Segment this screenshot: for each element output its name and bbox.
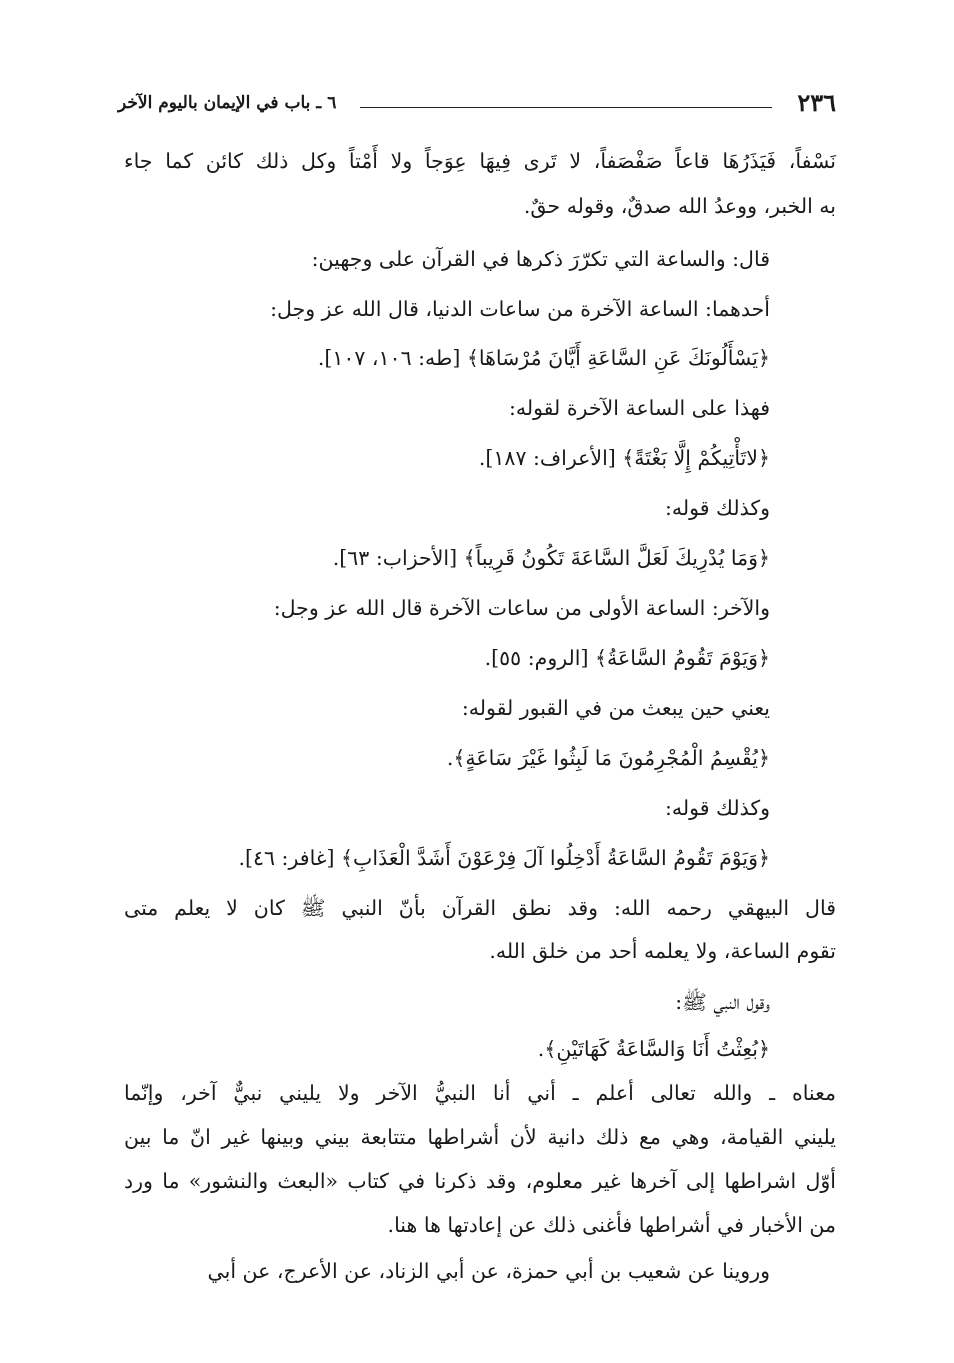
text-line: والآخر: الساعة الأولى من ساعات الآخرة قال الله عز وجل: bbox=[273, 596, 770, 620]
text-line: يليني القيامة، وهي مع ذلك دانية لأن أشراطها متتابعة بيني وبينها غير انّ ما بين bbox=[124, 1125, 836, 1149]
text-line: قال: والساعة التي تكرّرَ ذكرها في القرآن على وجهين: bbox=[311, 247, 770, 271]
text-line: من الأخبار في أشراطها فأغنى ذلك عن إعادتها ها هنا. bbox=[387, 1213, 836, 1237]
quran-verse: ﴿يُقْسِمُ الْمُجْرِمُونَ مَا لَبِثُوا غَيْرَ سَاعَةٍ﴾. bbox=[446, 746, 770, 770]
header-rule bbox=[360, 107, 772, 108]
text-line: نَسْفاً، فَيَذَرُهَا قاعاً صَفْصَفاً، لا تَرى فِيهَا عِوَجاً ولا أَمْتاً وكل ذلك كائن كما جاء bbox=[124, 149, 836, 173]
quran-verse: ﴿وَيَوْمَ تَقُومُ السَّاعَةُ﴾ [الروم: ٥٥]. bbox=[484, 646, 770, 670]
text-line: تقوم الساعة، ولا يعلمه أحد من خلق الله. bbox=[489, 939, 836, 963]
text-line: به الخبر، ووعدُ الله صدقٌ، وقوله حقٌ. bbox=[523, 194, 836, 218]
text-line: وروينا عن شعيب بن أبي حمزة، عن أبي الزناد، عن الأعرج، عن أبي bbox=[207, 1259, 770, 1283]
text-line: وقول النبي ﷺ: bbox=[675, 990, 770, 1014]
text-line: معناه ـ والله تعالى أعلم ـ أني أنا النبيُّ الآخر ولا يليني نبيٌّ آخر، وإنّما bbox=[124, 1081, 836, 1105]
quran-verse: ﴿يَسْأَلُونَكَ عَنِ السَّاعَةِ أَيَّانَ مُرْسَاهَا﴾ [طه: ١٠٦، ١٠٧]. bbox=[317, 346, 770, 370]
text-line: أوّل اشراطها إلى آخرها غير معلوم، وقد ذكرنا في كتاب «البعث والنشور» ما ورد bbox=[124, 1169, 836, 1193]
page-header bbox=[118, 88, 836, 118]
hadith-quote: ﴿بُعِثْتُ أَنَا وَالسَّاعَةُ كَهَاتَيْنِ﴾. bbox=[537, 1037, 770, 1061]
quran-verse: ﴿لاتَأْتِيكُمْ إِلَّا بَغْتَةً﴾ [الأعراف: ١٨٧]. bbox=[478, 446, 770, 470]
quran-verse: ﴿وَمَا يُدْرِيكَ لَعَلَّ السَّاعَةَ تَكُونُ قَرِيباً﴾ [الأحزاب: ٦٣]. bbox=[332, 546, 770, 570]
page-number: ٢٣٦ bbox=[797, 88, 836, 117]
text-line: وكذلك قوله: bbox=[665, 796, 770, 820]
text-line: أحدهما: الساعة الآخرة من ساعات الدنيا، قال الله عز وجل: bbox=[270, 297, 770, 321]
text-line: قال البيهقي رحمه الله: وقد نطق القرآن بأنّ النبي ﷺ كان لا يعلم متى bbox=[124, 896, 836, 920]
quran-verse: ﴿وَيَوْمَ تَقُومُ السَّاعَةُ أَدْخِلُوا آلَ فِرْعَوْنَ أَشَدَّ الْعَذَابِ﴾ [غافر: ٤٦]. bbox=[238, 846, 770, 870]
text-line: وكذلك قوله: bbox=[665, 496, 770, 520]
chapter-title: ٦ ـ باب في الإيمان باليوم الآخر bbox=[118, 93, 337, 113]
text-line: فهذا على الساعة الآخرة لقوله: bbox=[508, 396, 770, 420]
text-line: يعني حين يبعث من في القبور لقوله: bbox=[461, 696, 770, 720]
